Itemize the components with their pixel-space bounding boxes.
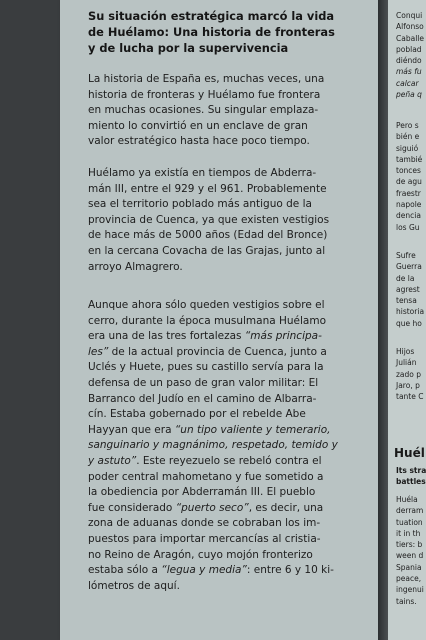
side-text-line: siguió: [396, 143, 419, 153]
text-run: miento lo convirtió en un enclave de gran: [88, 119, 308, 132]
text-run: . Este reyezuelo se rebeló contra el: [136, 454, 322, 467]
text-line: [88, 134, 380, 150]
text-run: la obediencia por Abderramán III. El pueblo: [88, 486, 316, 499]
side-text-line: Caballe: [396, 33, 424, 43]
side-text-line: ween d: [396, 551, 424, 561]
quoted-phrase: “legua y media”: [161, 564, 247, 577]
side-subheading: [396, 465, 426, 487]
side-text-line: ingenui: [396, 585, 424, 595]
text-run: historia de fronteras y Huélamo fue frontera: [88, 88, 321, 101]
quoted-phrase: y astuto”: [88, 454, 137, 467]
side-text-line: Alfonso: [396, 22, 424, 32]
side-text-line: Julián: [396, 358, 417, 368]
side-text-line: calcar: [396, 78, 419, 88]
text-run: La historia de España es, muchas veces, una: [88, 73, 325, 85]
side-block-war: [396, 250, 426, 329]
text-run: poder central mahometano y fue sometido a: [88, 470, 324, 483]
side-text-line: tambié: [396, 154, 423, 164]
text-run: Uclés y Huete, pues su castillo servía para la: [88, 361, 324, 374]
quoted-phrase: “más principa-: [244, 330, 322, 343]
text-run: sea el territorio poblado más antiguo de la: [88, 198, 312, 211]
text-line: [88, 392, 380, 408]
side-text-line: tuation: [396, 517, 423, 527]
sign-title: [88, 8, 378, 56]
text-run: era una de las tres fortalezas: [88, 330, 245, 343]
text-line: [88, 197, 380, 213]
text-line: [88, 103, 380, 119]
text-run: de hace más de 5000 años (Edad del Bronce): [88, 229, 328, 242]
text-line: [88, 213, 380, 229]
side-text-line: Conqui: [396, 11, 423, 20]
text-run: no Reino de Aragón, cuyo mojón fronterizo: [88, 548, 313, 561]
text-line: [88, 298, 380, 314]
text-line: [88, 345, 380, 361]
side-text-line: Huéla: [396, 495, 418, 504]
text-run: mán III, entre el 929 y el 961. Probablemente: [88, 182, 327, 195]
text-line: [88, 166, 380, 182]
text-run: en la cercana Covacha de las Grajas, junto al: [88, 244, 326, 257]
side-text-line: agrest: [396, 284, 420, 294]
side-text-line: fraestr: [396, 188, 421, 198]
text-run: en muchas ocasiones. Su singular emplaza-: [88, 104, 319, 117]
side-text-line: napole: [396, 200, 422, 210]
text-run: provincia de Cuenca, ya que existen vestigios: [88, 213, 330, 226]
text-line: [88, 516, 380, 532]
side-text-line: poblad: [396, 44, 422, 54]
side-heading: Huél: [394, 446, 425, 460]
side-text-line: Pero s: [396, 121, 419, 130]
quoted-phrase: “un tipo valiente y temerario,: [174, 423, 331, 436]
text-line: [88, 360, 380, 376]
side-text-line: peña q: [396, 90, 422, 100]
side-text-line: de agu: [396, 177, 422, 187]
text-run: arroyo Almagrero.: [88, 260, 183, 273]
text-line: [88, 260, 380, 276]
text-run: defensa de un paso de gran valor militar: El: [88, 376, 319, 389]
text-line: [88, 407, 380, 423]
paragraph-muslim-era: [88, 298, 380, 594]
side-text-line: tensa: [396, 296, 417, 306]
side-text-line: bién e: [396, 132, 420, 142]
text-run: : entre 6 y 10 ki-: [246, 564, 334, 577]
side-text-line: dencia: [396, 211, 421, 221]
text-run: fue considerado: [88, 501, 176, 514]
text-line: [88, 72, 380, 88]
side-text-line: tonces: [396, 166, 421, 176]
side-text-line: it in th: [396, 528, 421, 538]
side-text-line: zado p: [396, 369, 422, 379]
side-text-line: tains.: [396, 596, 417, 606]
side-subheading-line: Its stra: [396, 466, 426, 475]
side-block-english: [396, 494, 426, 607]
text-line: [88, 228, 380, 244]
text-run: Huélamo ya existía en tiempos de Abderra-: [88, 167, 317, 179]
title-line: Su situación estratégica marcó la vida: [88, 9, 335, 23]
text-run: puestos para importar mercancías al cristia-: [88, 532, 321, 545]
text-line: [88, 563, 380, 579]
text-run: Barranco del Judío en el camino de Albarra-: [88, 392, 317, 405]
title-line: de Huélamo: Una historia de fronteras: [88, 25, 335, 39]
side-text-line: Spania: [396, 562, 422, 572]
text-run: cerro, durante la época musulmana Huélamo: [88, 314, 327, 327]
side-text-line: peace,: [396, 574, 422, 584]
side-subheading-line: battles: [396, 477, 426, 486]
text-line: [88, 548, 380, 564]
text-run: lómetros de aquí.: [88, 579, 180, 592]
text-line: [88, 579, 380, 595]
side-text-line: que ho: [396, 318, 422, 328]
quoted-phrase: “puerto seco”: [175, 501, 249, 514]
side-block-water: [396, 120, 426, 233]
text-line: [88, 244, 380, 260]
side-text-line: Sufre: [396, 251, 416, 260]
side-text-line: los Gu: [396, 222, 420, 232]
side-text-line: diéndo: [396, 56, 422, 66]
side-text-line: Hijos: [396, 347, 415, 356]
text-line: [88, 119, 380, 135]
side-text-line: tiers: b: [396, 540, 423, 550]
side-text-line: historia: [396, 307, 425, 317]
text-line: [88, 470, 380, 486]
side-text-line: Guerra: [396, 262, 422, 272]
side-text-line: de la: [396, 273, 415, 283]
text-run: , es decir, una: [248, 501, 324, 514]
text-line: [88, 454, 380, 470]
text-line: [88, 314, 380, 330]
text-line: [88, 329, 380, 345]
text-line: [88, 423, 380, 439]
text-run: zona de aduanas donde se cobraban los im-: [88, 517, 321, 530]
side-block-sons: [396, 346, 426, 402]
text-run: valor estratégico hasta hace poco tiempo.: [88, 135, 310, 148]
side-text-line: más fu: [396, 67, 422, 77]
quoted-phrase: les”: [88, 345, 109, 358]
text-run: Aunque ahora sólo queden vestigios sobre el: [88, 299, 325, 311]
text-line: [88, 485, 380, 501]
text-line: [88, 532, 380, 548]
paragraph-abderraman: [88, 166, 380, 275]
text-line: [88, 182, 380, 198]
quoted-phrase: sanguinario y magnánimo, respetado, temido y: [88, 439, 338, 452]
text-line: [88, 438, 380, 454]
text-line: [88, 376, 380, 392]
text-line: [88, 501, 380, 517]
paragraph-frontiers: [88, 72, 380, 150]
text-run: de la actual provincia de Cuenca, junto a: [108, 345, 327, 358]
side-text-line: derram: [396, 506, 424, 516]
title-line: y de lucha por la supervivencia: [88, 41, 289, 55]
text-run: estaba sólo a: [88, 564, 162, 577]
side-text-line: tante C: [396, 392, 424, 402]
text-line: [88, 88, 380, 104]
side-text-line: Jaro, p: [396, 380, 420, 390]
side-block-conquest: [396, 10, 426, 100]
text-run: cín. Estaba gobernado por el rebelde Abe: [88, 408, 306, 421]
text-run: Hayyan que era: [88, 423, 175, 436]
